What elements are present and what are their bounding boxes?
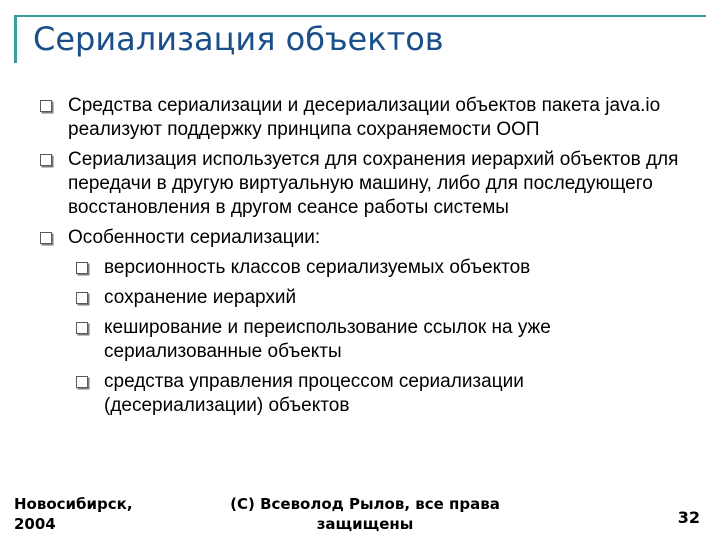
square-bullet-icon [76, 322, 88, 334]
square-bullet-icon [40, 232, 52, 244]
header-rule [14, 15, 706, 17]
slide-title: Сериализация объектов [33, 20, 444, 58]
sub-bullet-text: средства управления процессом сериализации (десериализации) объектов [104, 371, 524, 416]
bullet-text: Средства сериализации и десериализации объектов пакета java.io реализуют поддержку принципа сохраняемости ООП [68, 95, 661, 140]
square-bullet-icon [76, 376, 88, 388]
sub-bullet-text: версионность классов сериализуемых объектов [104, 257, 531, 278]
sub-bullet-item [76, 286, 680, 310]
square-bullet-icon [76, 292, 88, 304]
bullet-item [40, 226, 680, 250]
sub-bullet-text: кеширование и переиспользование ссылок на уже сериализованные объекты [104, 317, 551, 362]
page-number: 32 [677, 508, 700, 527]
square-bullet-icon [76, 262, 88, 274]
slide-content [40, 94, 680, 424]
footer-copyright: (C) Всеволод Рылов, все права защищены [230, 495, 500, 533]
bullet-text: Сериализация используется для сохранения иерархий объектов для передачи в другую виртуальную машину, либо для последующего восстановления в другом сеансе работы системы [68, 149, 679, 218]
sub-bullet-item [76, 256, 680, 280]
bullet-item [40, 148, 680, 220]
square-bullet-icon [40, 100, 52, 112]
sub-bullet-text: сохранение иерархий [104, 287, 297, 308]
bullet-text: Особенности сериализации: [68, 227, 321, 248]
header-accent-bar [14, 15, 17, 63]
bullet-item [40, 94, 680, 142]
sub-bullet-item [76, 370, 680, 418]
sub-bullet-item [76, 316, 680, 364]
square-bullet-icon [40, 154, 52, 166]
footer-location: Новосибирск, 2004 [14, 495, 133, 533]
